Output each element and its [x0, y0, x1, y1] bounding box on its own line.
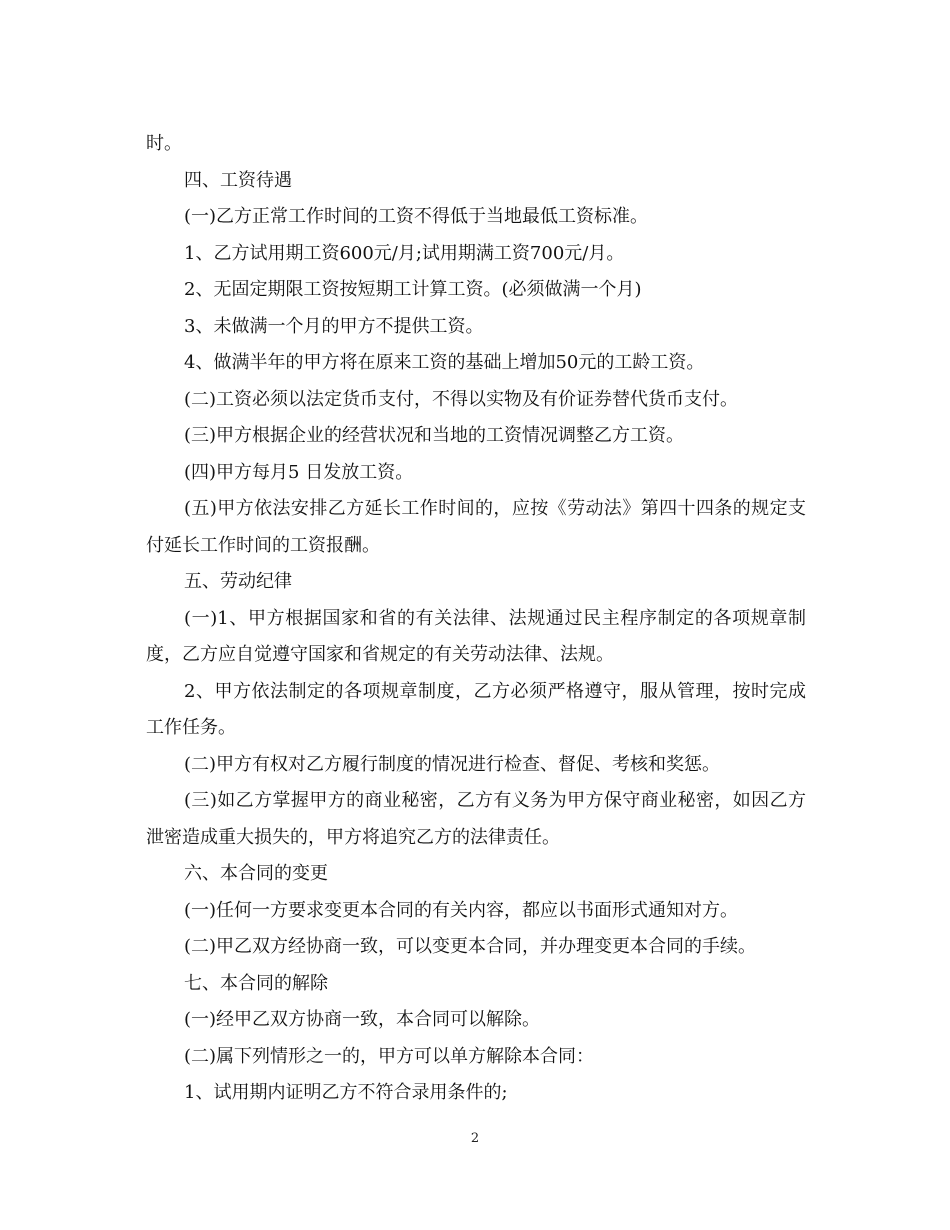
- section-heading-contract-change: 六、本合同的变更: [184, 863, 328, 884]
- paragraph: (五)甲方依法安排乙方延长工作时间的，应按《劳动法》第四十四条的规定支付延长工作时间的工资报酬。: [146, 498, 806, 556]
- paragraph: (一)经甲乙双方协商一致，本合同可以解除。: [184, 1009, 541, 1030]
- paragraph: (二)甲方有权对乙方履行制度的情况进行检查、督促、考核和奖惩。: [184, 753, 721, 775]
- paragraph: 3、未做满一个月的甲方不提供工资。: [184, 315, 484, 337]
- paragraph: 1、乙方试用期工资600元/月;试用期满工资700元/月。: [184, 242, 625, 264]
- paragraph: 4、做满半年的甲方将在原来工资的基础上增加50元的工龄工资。: [184, 352, 705, 373]
- paragraph: (一)1、甲方根据国家和省的有关法律、法规通过民主程序制定的各项规章制度，乙方应自觉遵守国家和省规定的有关劳动法律、法规。: [146, 607, 806, 665]
- document-body: [146, 126, 806, 1112]
- section-heading-contract-termination: 七、本合同的解除: [184, 972, 328, 994]
- paragraph: (四)甲方每月5 日发放工资。: [184, 461, 414, 483]
- paragraph: (一)任何一方要求变更本合同的有关内容，都应以书面形式通知对方。: [184, 899, 739, 921]
- paragraph: (一)乙方正常工作时间的工资不得低于当地最低工资标准。: [184, 206, 649, 227]
- paragraph: (二)属下列情形之一的，甲方可以单方解除本合同：: [184, 1045, 595, 1067]
- section-heading-discipline: 五、劳动纪律: [184, 571, 292, 592]
- paragraph: 2、甲方依法制定的各项规章制度，乙方必须严格遵守，服从管理，按时完成工作任务。: [146, 680, 806, 738]
- paragraph: (二)工资必须以法定货币支付，不得以实物及有价证券替代货币支付。: [184, 388, 739, 410]
- paragraph: (三)甲方根据企业的经营状况和当地的工资情况调整乙方工资。: [184, 425, 685, 446]
- paragraph: (三)如乙方掌握甲方的商业秘密，乙方有义务为甲方保守商业秘密，如因乙方泄密造成重大损失的，甲方将追究乙方的法律责任。: [146, 790, 806, 848]
- paragraph: (二)甲乙双方经协商一致，可以变更本合同，并办理变更本合同的手续。: [184, 936, 757, 957]
- section-heading-wages: 四、工资待遇: [184, 169, 292, 191]
- paragraph: 1、试用期内证明乙方不符合录用条件的;: [184, 1082, 508, 1103]
- paragraph-continuation: 时。: [146, 133, 182, 154]
- paragraph: 2、无固定期限工资按短期工计算工资。(必须做满一个月): [184, 279, 642, 300]
- page-number: 2: [470, 1131, 480, 1146]
